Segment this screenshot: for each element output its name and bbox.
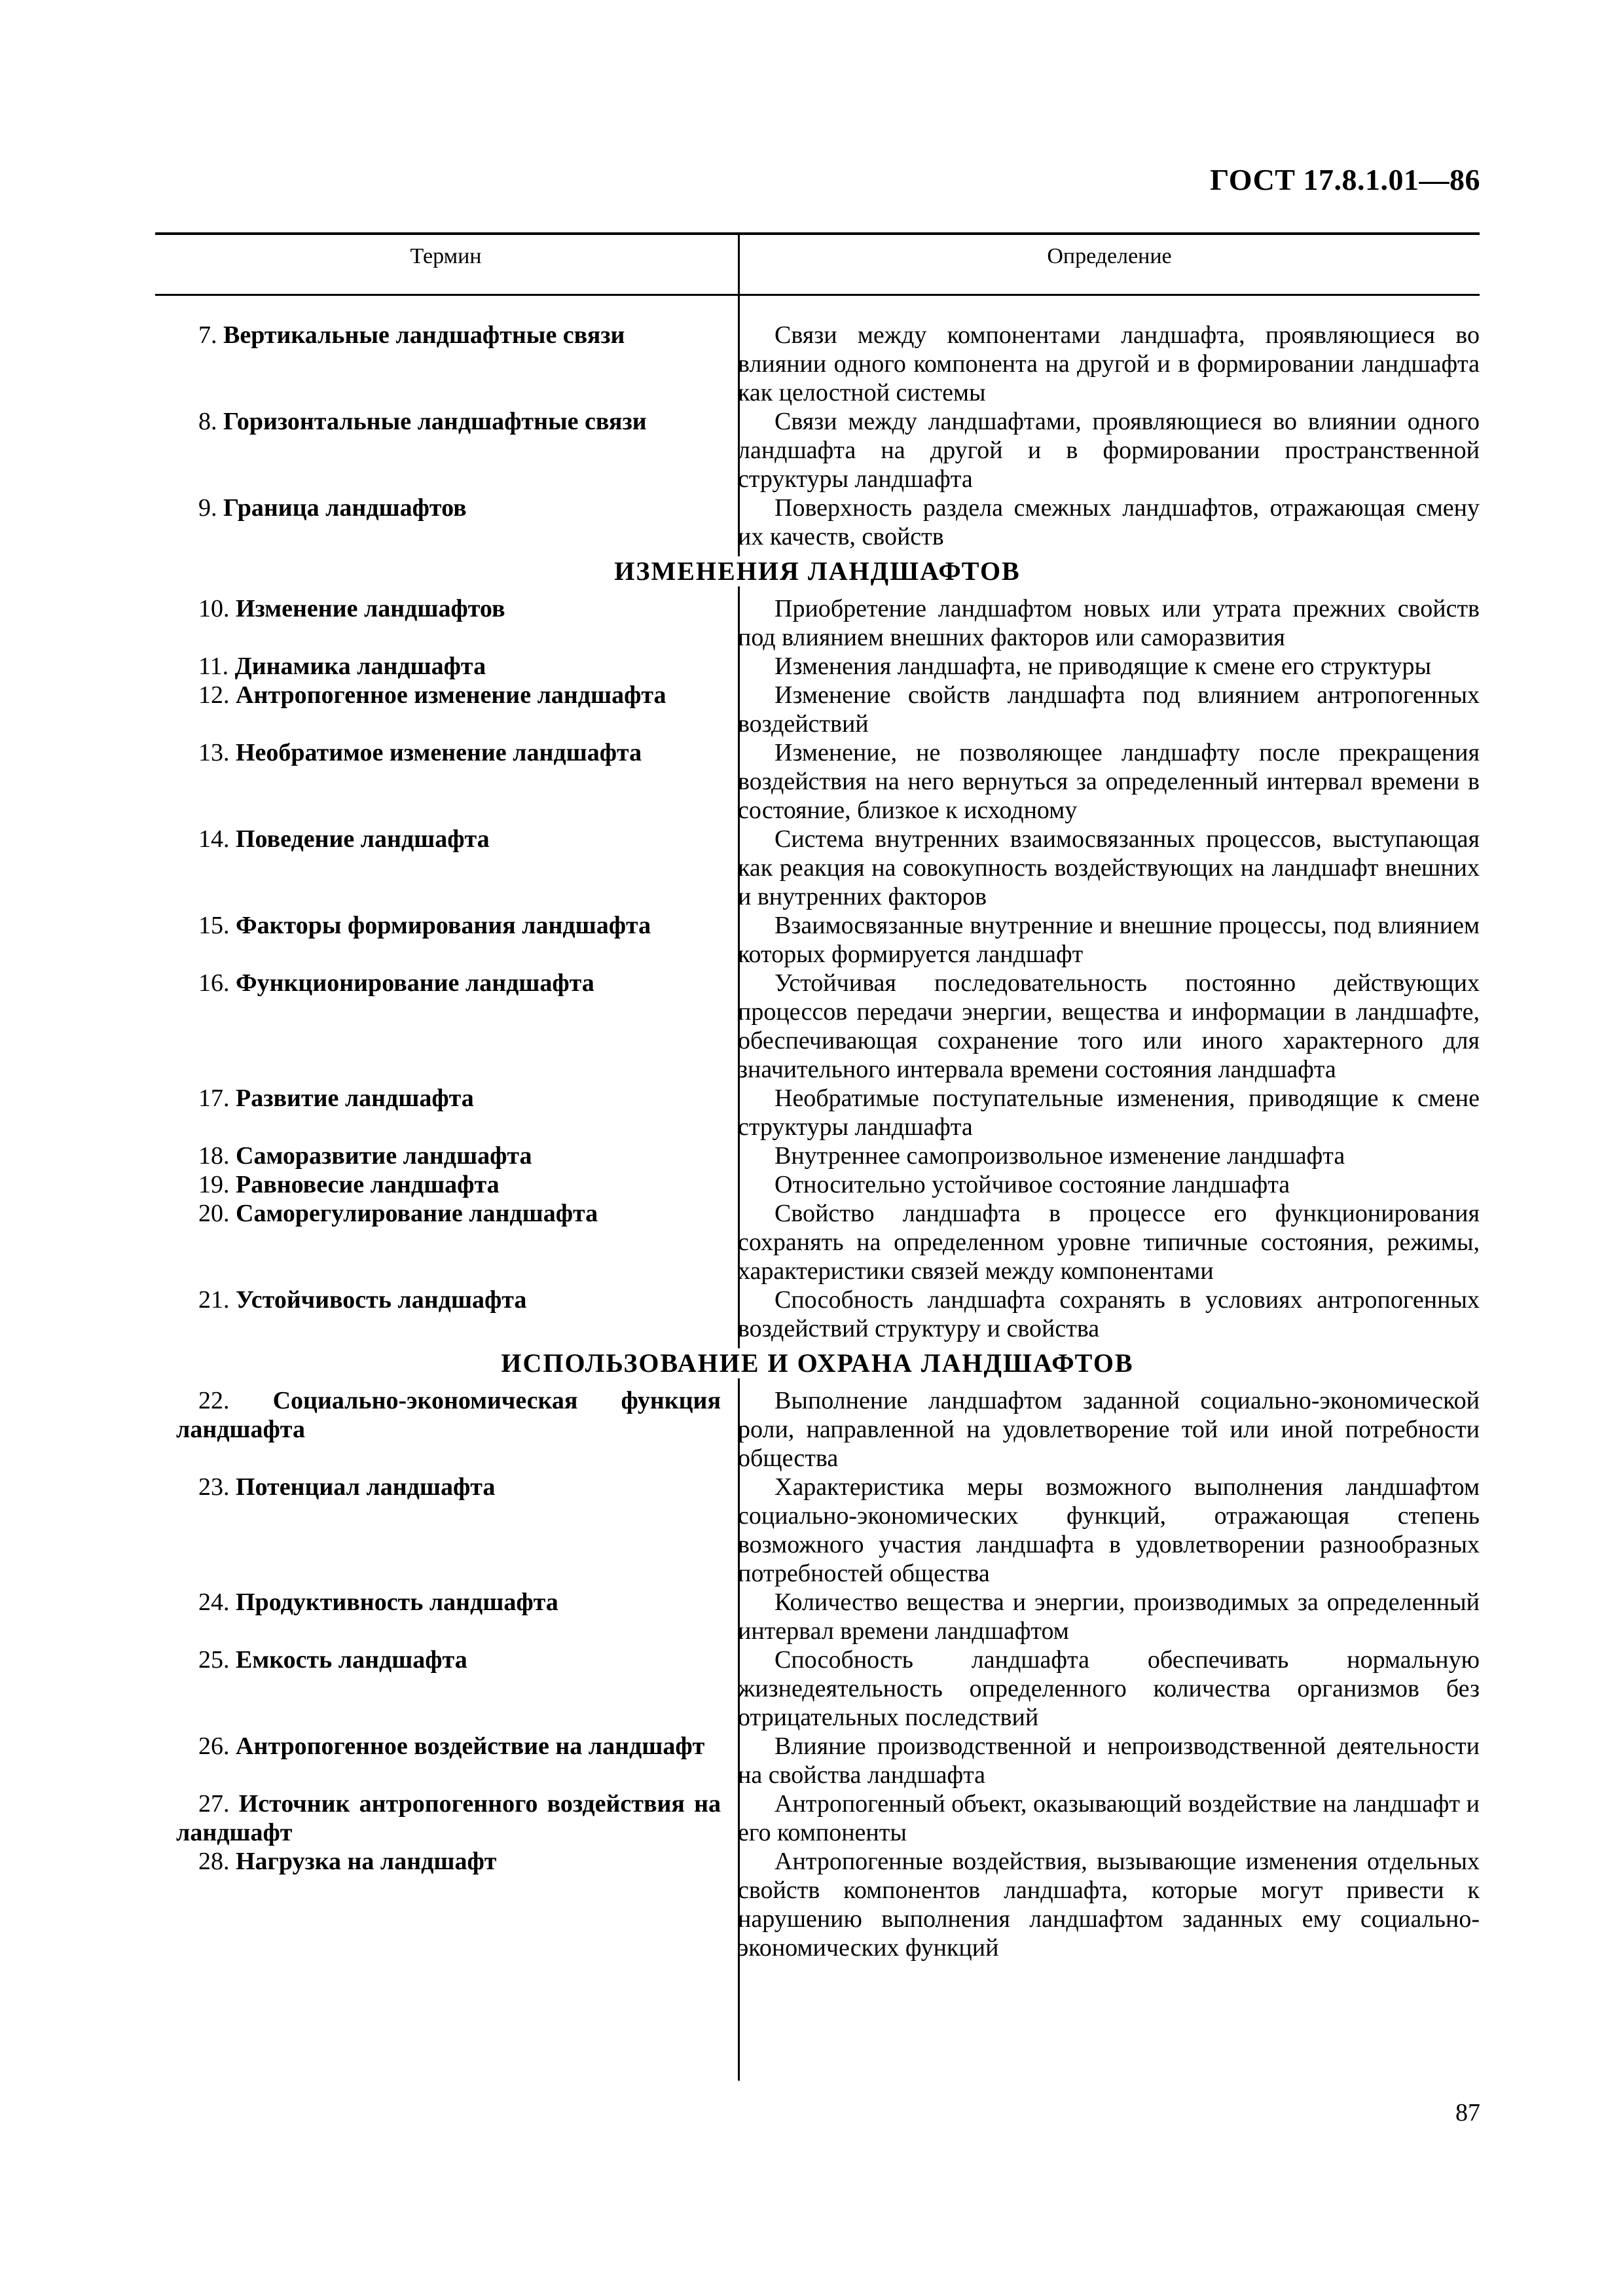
term-name: Вертикальные ландшафтные связи — [223, 321, 625, 349]
term-number: 26. — [198, 1732, 230, 1760]
term-name: Устойчивость ландшафта — [236, 1286, 527, 1314]
term-number: 10. — [198, 595, 230, 622]
term-name: Изменение ландшафтов — [236, 595, 505, 622]
term-definition: Свойство ландшафта в процессе его функционирования сохранять на определенном уровне типичные состояния, режимы, характеристики связей между компонентами — [738, 1200, 1480, 1285]
term-name: Граница ландшафтов — [223, 494, 467, 522]
term-definition: Связи между ландшафтами, проявляющиеся во влиянии одного ландшафта на другой и в формировании пространственной структуры ландшафта — [738, 408, 1480, 493]
term-name: Динамика ландшафта — [234, 653, 486, 680]
term-row — [155, 825, 1480, 911]
term-row — [155, 1199, 1480, 1285]
term-name: Продуктивность ландшафта — [236, 1588, 558, 1616]
term-number: 9. — [198, 494, 217, 522]
column-divider-header — [738, 234, 740, 294]
term-name: Социально-экономическая функция ландшафта — [176, 1387, 721, 1443]
terms-table-body — [155, 321, 1480, 1962]
term-row — [155, 407, 1480, 493]
term-definition: Характеристика меры возможного выполнения ландшафтом социально-экономических функций, отражающая степень возможного участия ландшафта в удовлетворении разнообразных потребностей общества — [738, 1473, 1480, 1587]
term-name: Антропогенное изменение ландшафта — [236, 681, 666, 709]
term-row — [155, 1285, 1480, 1343]
term-definition: Взаимосвязанные внутренние и внешние процессы, под влиянием которых формируется ландшафт — [738, 912, 1480, 968]
term-row — [155, 493, 1480, 551]
term-row — [155, 1588, 1480, 1645]
term-row — [155, 1386, 1480, 1473]
term-number: 14. — [198, 825, 230, 853]
section-title: ИЗМЕНЕНИЯ ЛАНДШАФТОВ — [155, 556, 1480, 586]
term-definition: Приобретение ландшафтом новых или утрата прежних свойств под влиянием внешних факторов или саморазвития — [738, 595, 1480, 651]
term-number: 19. — [198, 1171, 230, 1198]
term-cell — [155, 1386, 737, 1444]
term-row — [155, 1645, 1480, 1732]
term-number: 17. — [198, 1085, 230, 1112]
term-definition: Необратимые поступательные изменения, приводящие к смене структуры ландшафта — [738, 1085, 1480, 1141]
term-definition: Система внутренних взаимосвязанных процессов, выступающая как реакция на совокупность воздействующих на ландшафт внешних и внутренних факторов — [738, 825, 1480, 910]
term-definition: Антропогенный объект, оказывающий воздействие на ландшафт и его компоненты — [738, 1790, 1480, 1846]
term-cell — [155, 594, 737, 623]
term-cell — [155, 1473, 737, 1501]
term-cell — [155, 1588, 737, 1617]
term-name: Саморазвитие ландшафта — [236, 1142, 532, 1170]
term-definition: Антропогенные воздействия, вызывающие изменения отдельных свойств компонентов ландшафта, которые могут привести к нарушению выполнения ландшафтом заданных ему социально-экономических функций — [738, 1848, 1480, 1962]
term-definition: Изменение свойств ландшафта под влиянием антропогенных воздействий — [738, 681, 1480, 738]
term-row — [155, 1473, 1480, 1588]
term-definition: Внутреннее самопроизвольное изменение ландшафта — [775, 1142, 1345, 1170]
header-rule — [155, 294, 1480, 296]
term-number: 28. — [198, 1848, 230, 1875]
term-cell — [155, 1170, 737, 1199]
table-top-rule — [155, 232, 1480, 235]
term-row — [155, 911, 1480, 969]
term-row — [155, 1732, 1480, 1789]
term-definition: Изменение, не позволяющее ландшафту после прекращения воздействия на него вернуться за определенный интервал времени в состояние, близкое к исходному — [738, 739, 1480, 824]
term-row — [155, 1084, 1480, 1141]
term-number: 22. — [198, 1387, 230, 1414]
standard-designation: ГОСТ 17.8.1.01—86 — [1210, 163, 1480, 196]
term-cell — [155, 1847, 737, 1876]
term-cell — [155, 407, 737, 436]
term-cell — [155, 738, 737, 767]
term-row — [155, 1789, 1480, 1847]
term-name: Антропогенное воздействие на ландшафт — [236, 1732, 705, 1760]
term-definition: Поверхность раздела смежных ландшафтов, отражающая смену их качеств, свойств — [738, 494, 1480, 550]
term-definition: Количество вещества и энергии, производимых за определенный интервал времени ландшафтом — [738, 1588, 1480, 1645]
term-cell — [155, 1141, 737, 1170]
term-row — [155, 1847, 1480, 1962]
term-name: Потенциал ландшафта — [236, 1473, 496, 1501]
term-row — [155, 652, 1480, 681]
term-name: Функционирование ландшафта — [236, 969, 594, 997]
term-number: 24. — [198, 1588, 230, 1616]
term-cell — [155, 493, 737, 522]
term-name: Нагрузка на ландшафт — [236, 1848, 497, 1875]
column-header-definition: Определение — [1047, 244, 1172, 268]
term-cell — [155, 1285, 737, 1314]
term-row — [155, 321, 1480, 407]
term-cell — [155, 1199, 737, 1228]
term-cell — [155, 1645, 737, 1674]
term-number: 12. — [198, 681, 230, 709]
page-number: 87 — [1455, 2099, 1480, 2126]
term-name: Поведение ландшафта — [236, 825, 490, 853]
term-name: Источник антропогенного воздействия на ландшафт — [176, 1790, 721, 1846]
term-cell — [155, 1084, 737, 1113]
term-definition: Устойчивая последовательность постоянно действующих процессов передачи энергии, вещества и информации в ландшафте, обеспечивающая сохранение того или иного характерного для значительного интервала времени состояния ландшафта — [738, 969, 1480, 1083]
term-number: 27. — [198, 1790, 230, 1818]
term-definition: Способность ландшафта обеспечивать нормальную жизнедеятельность определенного количества организмов без отрицательных последствий — [738, 1646, 1480, 1731]
term-number: 18. — [198, 1142, 230, 1170]
term-number: 8. — [198, 408, 217, 435]
term-cell — [155, 681, 737, 709]
section-title: ИСПОЛЬЗОВАНИЕ И ОХРАНА ЛАНДШАФТОВ — [155, 1348, 1480, 1378]
term-definition: Изменения ландшафта, не приводящие к смене его структуры — [775, 653, 1432, 680]
term-number: 21. — [198, 1286, 230, 1314]
term-row — [155, 594, 1480, 652]
term-cell — [155, 911, 737, 940]
term-cell — [155, 1789, 737, 1847]
term-definition: Связи между компонентами ландшафта, проявляющиеся во влиянии одного компонента на другой и в формировании ландшафта как целостной системы — [738, 321, 1480, 406]
term-cell — [155, 652, 737, 681]
column-header-term: Термин — [410, 244, 482, 268]
term-cell — [155, 1732, 737, 1761]
term-name: Развитие ландшафта — [236, 1085, 474, 1112]
term-row — [155, 681, 1480, 738]
term-row — [155, 969, 1480, 1084]
term-name: Необратимое изменение ландшафта — [236, 739, 642, 766]
term-definition: Влияние производственной и непроизводственной деятельности на свойства ландшафта — [738, 1732, 1480, 1789]
term-row — [155, 738, 1480, 825]
term-number: 15. — [198, 912, 230, 939]
term-name: Факторы формирования ландшафта — [236, 912, 651, 939]
term-number: 11. — [198, 653, 229, 680]
term-definition: Относительно устойчивое состояние ландшафта — [775, 1171, 1290, 1198]
term-number: 13. — [198, 739, 230, 766]
term-name: Емкость ландшафта — [236, 1646, 467, 1674]
term-row — [155, 1170, 1480, 1199]
term-definition: Способность ландшафта сохранять в условиях антропогенных воздействий структуру и свойства — [738, 1286, 1480, 1342]
term-cell — [155, 321, 737, 350]
term-name: Горизонтальные ландшафтные связи — [223, 408, 647, 435]
term-name: Саморегулирование ландшафта — [236, 1200, 598, 1227]
term-definition: Выполнение ландшафтом заданной социально-экономической роли, направленной на удовлетворение той или иной потребности общества — [738, 1387, 1480, 1472]
term-number: 25. — [198, 1646, 230, 1674]
term-number: 7. — [198, 321, 217, 349]
term-cell — [155, 825, 737, 853]
term-cell — [155, 969, 737, 997]
term-number: 20. — [198, 1200, 230, 1227]
term-number: 23. — [198, 1473, 230, 1501]
term-name: Равновесие ландшафта — [236, 1171, 500, 1198]
term-row — [155, 1141, 1480, 1170]
term-number: 16. — [198, 969, 230, 997]
